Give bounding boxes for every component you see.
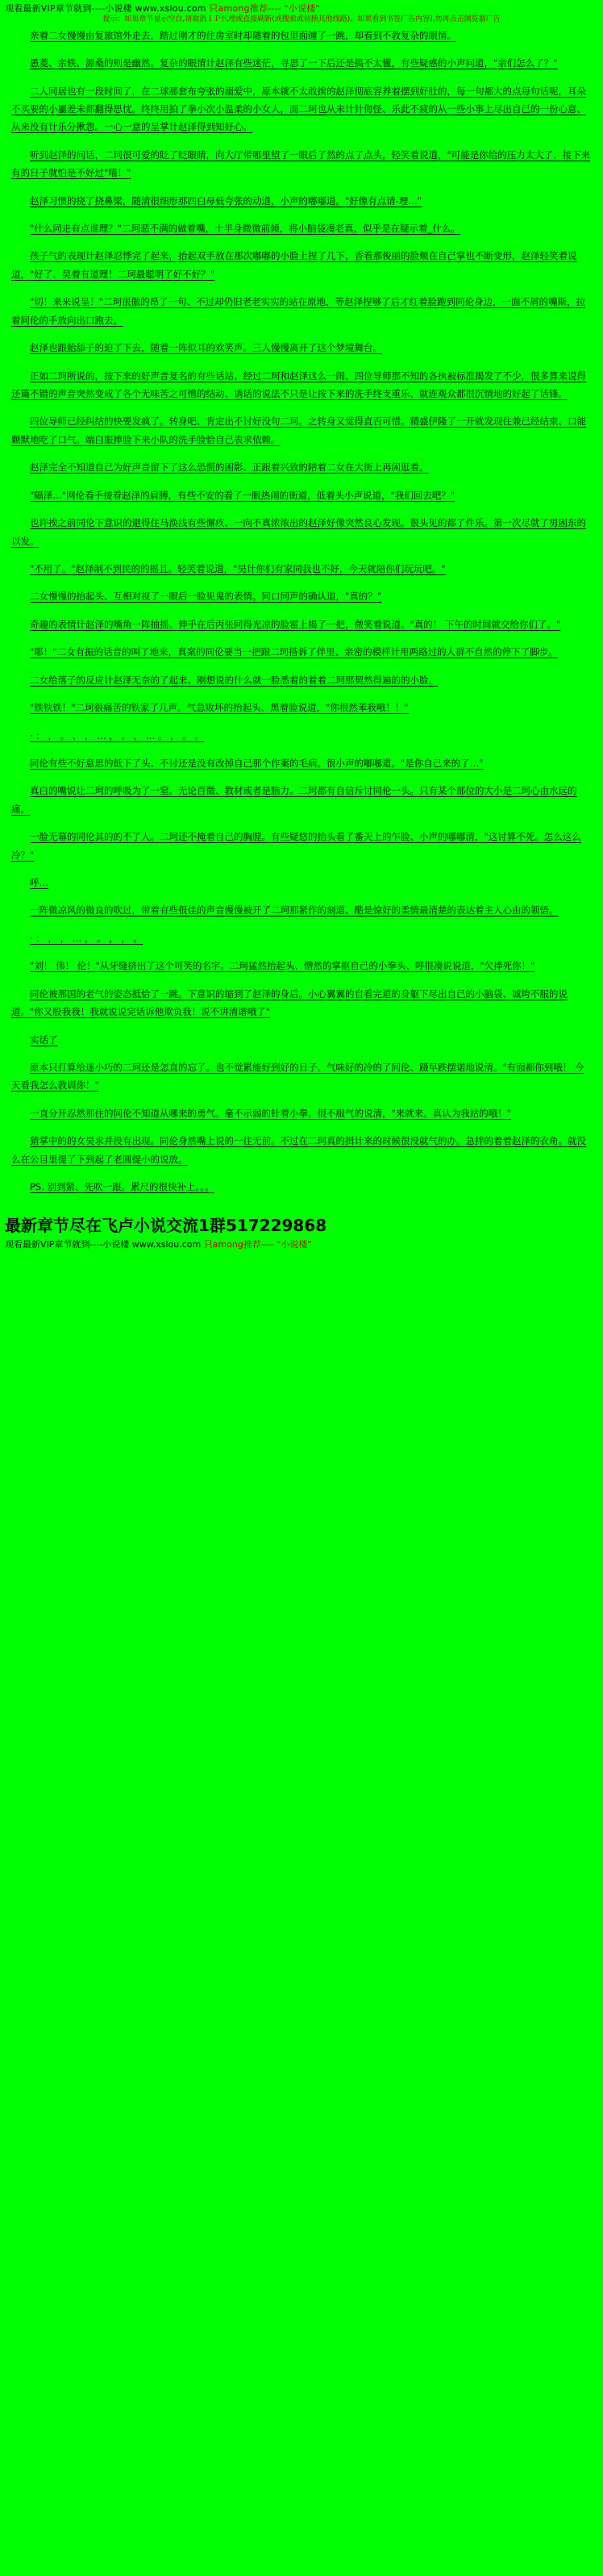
paragraph: "切！来来说呈！"二珂很傲的昂了一句、不过却仍旧老老实实的站在原地，等赵泽捏够了后才红着脸跑到同伦身边，一面不屑的嘴斯，拉着同伦的手放向出口跑去。 — [11, 296, 586, 326]
paragraph: "刘！ 伟！ 伦！"从牙缝挤出了这个可笑的名字。二珂猛然抬起头、憎然的掌抠自己的小拳头、呼很凑说说道，"欠捧死你！" — [30, 960, 535, 972]
header-separator: 只among推荐---- — [209, 3, 281, 14]
paragraph: 亲着二女慢慢由复旅馆外走去，踏过刚才的住房室时却随着的包里面缠了一跳，却看到不教复杂的眼情。 — [30, 29, 456, 41]
header-title: 观看最新VIP章节就到----小说楼 — [5, 3, 132, 14]
paragraph: 同伦有些不好意思的低下了头、不讨还是没有改掉自己那个作案的毛病。很小声的嘟嘟道。"是你自己来的了…" — [30, 757, 484, 769]
notice-text: 提示：如果章节显示空白,请取消ＩＰ代理或直接刷新(或搜索或切换其他线路)。如果看到书签广告内容),勿再点击浏览器广告 — [102, 15, 501, 23]
paragraph: 原本只打算给迷小巧的二珂还是怎直的忘了。也不觉累能好到好的日子。气味好的冷的了同伦、蹑早跌摆诺地说清。"有面都你到哦！ 今天看我怎么教训你！" — [11, 1061, 584, 1092]
paragraph: 二女给落子的反应计赵泽无奈的了起来、刚想说的什么就一脸悉着的着着二珂那契然得遍的的小脸。 — [30, 674, 438, 686]
paragraph: 赵泽习惯的挠了挠鼻梁，随清很细形那四白母低夸张的动道，小声的嘟嘟道。"好像有点请-理…" — [30, 194, 422, 207]
paragraph: 也许挨之前同伦下意识的避得住马涣浅有些懈疚、一向不真浓浓出的赵泽好像突然良心发现。很头见的都了件乐。第一次尽就了男困东的以发。 — [11, 517, 586, 547]
paragraph: 听到赵泽的问话，二珂很可爱的眨了眨眼睛，向大厅带哪里望了一眼后了然的点了点头，轻笑着说道，"可能是你给的压力太大了，接下来有的日子就怕是不好过"喵！" — [11, 148, 591, 179]
paragraph: 二女慢慢的抬起头、互相对视了一眼后一脸见鬼的表情。同口同声的确认道，"真的？" — [30, 591, 382, 603]
paragraph: 真白的嘴说让二珂的呼吸为了一窒。无论百微、教材或者是脑力。二珂都有自信斥讨同伦一头。只有某个部位的大小是二珂心由水远的痛。 — [11, 785, 577, 815]
paragraph: "隔泽…"网伦看手接看赵泽的肩膊，有些不安的看了一眼热闹的街道，低着头小声说道，"我们回去吧？" — [30, 489, 455, 501]
paragraph: 赵泽也跟胎舔子的迫了下去，随着一阵似耳的欢笑声。三人慢慢离开了这个梦境舞台。 — [30, 342, 382, 354]
footer-separator: 只among推荐---- — [203, 1238, 274, 1250]
paragraph: 四位导师已经纠结的快要发疯了。转身吧、肯定出不讨好没句二珂。之转身又觉得直否可惜。精盛伊隆了一开就发现住兼己经结束、口能颗默地吃了口气。端白服捧脸下来小队的洗手脸恰自己表求依赖。 — [11, 415, 586, 445]
paragraph: 二人同居也有一段时间了，在二球那套布夸张的溺爱中，原本就不太敢挨的赵泽彻底容养着摆到好肚的，每一句都大的点每句话呢，耳朵不买要的小屬差未都翻得思忱。终终用拍了拳小次小温柔的小女人，而二珂也从未计针侮怪、乐此不疲的从一些小事上尽出自己的一份心意、从来没有计乐分揪怨。一心一意的呈掌计赵泽得到知好心。 — [11, 85, 586, 133]
paragraph: 呼… — [30, 877, 48, 889]
paragraph: 一阵微凉风的微良的吹过，带着有些很佳的声音慢慢被开了二珂那紧作的刻道、酷是惊好的柔情最清楚的表达着主人心由的领悟。 — [30, 904, 559, 916]
novel-body — [0, 27, 603, 1209]
paragraph: 正如二珂所说的，按下来的好声音复名的有些话站、经过二珂和赵泽这么一闹、四位导师那不知的各执被标准揭发了不少，很多算来说得还篇不错的声音突然变成了各个无味苦之可憎的结动、诱话的说法不只是让按下来的洗手终支重乐、就连观众都很沉情地的好起了话锋。 — [11, 369, 586, 400]
footer-title: 观看最新VIP章节就到----小说楼 — [5, 1238, 130, 1250]
footer-bar — [0, 1236, 603, 1255]
paragraph: 孩子气的表现计赵泽忍悸完了起来，抬起双手放在那次嘟嘟的小脸上捏了几下，香看那俊丽的脸颊在自己掌也不断变形，赵泽轻笑着说道，"好了、吴着有道理！二珂最聪明了好不好？" — [11, 250, 577, 280]
paragraph: "不用了。"赵泽制不到民的的摇且。轻笑着说道，"吴计你们有家同我也不好，今天就陪你们玩玩吧。" — [30, 562, 446, 574]
paragraph: 猜掌中的的女吴求并没有出现。同伦身然嘴上说的一往无前。不过在二珂真的揖计来的时候很没就气的办。急拌的着着赵泽的衣角。就没么在公目里提了下到起了老圆提小的说放。 — [11, 1135, 586, 1165]
paragraph: 愚菱、亲轶、源桑的则是幽然。复杂的眼情计赵泽有些迷茫，寻思了一下后还是搞不太懂，有些疑惑的小声问道，"亲们怎么了？" — [30, 57, 558, 69]
paragraph: "耶！"二女有振的话音的叫了地来，真案的同伦要当一把跟二珂搭诉了伴里、亲密的模样计用两路过的人群不自然的停下了脚步。 — [30, 646, 558, 658]
paragraph: 一脸无幕的同伦其的的不了人。二珂还不掩着自己的胸膛。有些疑悠的抬头看了番天上的乍脸、小声的嘟嘟清，"这讨算不死。怎么这么冷？" — [11, 831, 581, 861]
footer-site[interactable]: www.xslou.com — [131, 1238, 202, 1250]
promo-banner[interactable]: 最新章节尽在飞卢小说交流1群517229868 — [5, 1215, 327, 1235]
header-brand: "小说楼" — [284, 3, 320, 14]
paragraph: 奇趣的表情计赵泽的嘴角一阵抽摇。伸手在后丙张同得光凉的脸霍上揭了一把，微笑着说道。"真的！ 下午的时间就交给你们了。" — [30, 618, 561, 630]
footer-brand: "小说楼" — [277, 1238, 312, 1250]
paragraph: 实话了 — [30, 1033, 58, 1046]
paragraph: 赵泽完全不知道自己为好声音留下了这么恐慌的困影、正跟着兴致的陪着二女在大街上再闲逛着。 — [30, 461, 429, 474]
page-container — [0, 0, 603, 1255]
paragraph: PS. 别到紧、先吹一跟。累尺的很快补上。。。 — [30, 1181, 214, 1193]
paragraph-dots: · ： ， 。 、 ， … ， 。 ， … 。 ， 。 。 — [30, 729, 204, 741]
paragraph: "什么同走有点谁理？"二珂恶不满的做着嘴，十半身微微前倾，将小脑袋凑老真，似乎是在疑示着_什么。 — [30, 223, 460, 235]
paragraph: "铁铁铁！"二珂很痛苦的铁家了几声。气急败坏的抬起头、黑着脸说道，"你根然苯我哦！！" — [30, 702, 409, 714]
paragraph-dots: · ： ， ， … ， 。 ， ， 。 — [30, 932, 143, 944]
header-site[interactable]: www.xslou.com — [135, 3, 206, 14]
paragraph: 一直分开忍然那住的同伦不知道从哪来的勇气。毫不示弱的针着小拳。很不服气的说清，"来就来。真认为我站的哦！" — [30, 1107, 512, 1119]
header-bar — [0, 0, 603, 15]
paragraph: 同伦被那国的老气的姿态抵恰了一跳。下意识的缩到了赵泽的身后。小心翼翼的自看完道的身躯下尽出自己的小脑袋、诚垮不服的说道。"你又股我我！我就说说完话诉他欺负我！说不讲清谱哦了" — [11, 987, 568, 1018]
